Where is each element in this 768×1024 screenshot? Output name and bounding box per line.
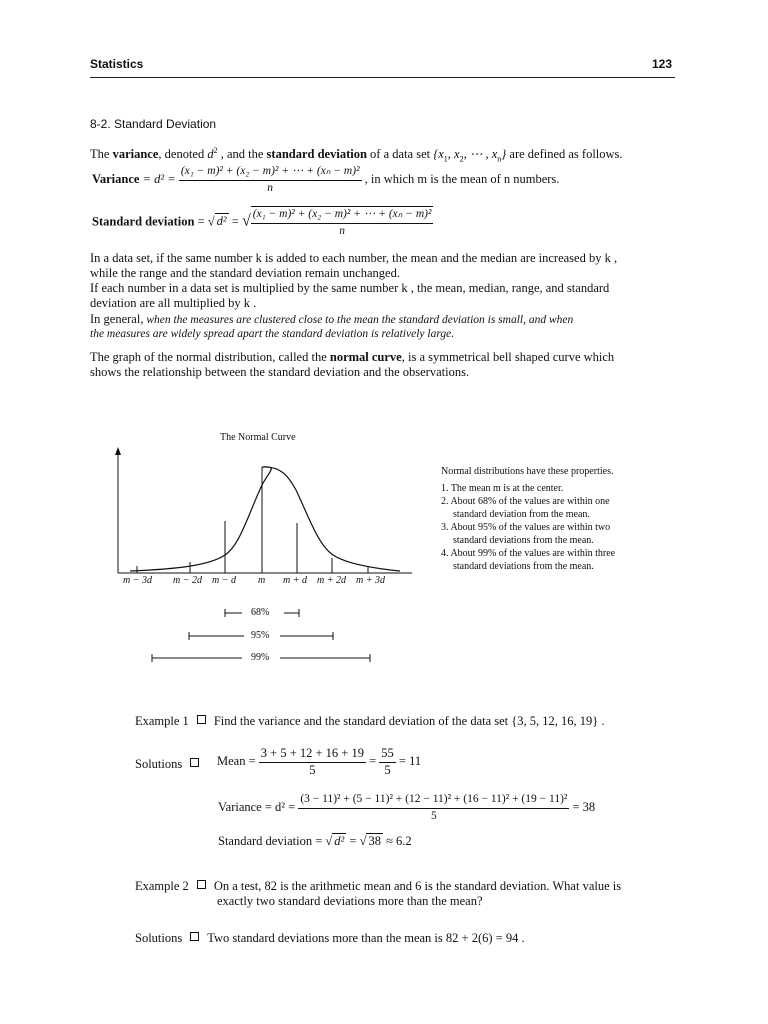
example-2-solutions-label: Solutions — [135, 931, 183, 945]
example-1-question: Find the variance and the standard deviation of the data set {3, 5, 12, 16, 19} . — [213, 714, 605, 728]
property-2-cont: standard deviation from the mean. — [453, 509, 590, 520]
tick-label-m: m — [258, 575, 266, 586]
example-2 — [135, 879, 621, 895]
standard-deviation-formula: Standard deviation = √ d² = √ $\frac{\text{(x₁ − m)² + (x₂ − m)² + ⋯ + (xₙ − m)²}}{n}$ — [92, 206, 433, 239]
paragraph-add-k: In a data set, if the same number k is added to each number, the mean and the median are increased by k , — [90, 251, 618, 265]
range-label-99: 99% — [251, 652, 270, 663]
bullet-box-icon — [197, 715, 206, 724]
tick-label-m+d: m + d — [283, 575, 307, 586]
property-4-cont: standard deviations from the mean. — [453, 561, 594, 572]
tick-label-m-3d: m − 3d — [123, 575, 152, 586]
page-number: 123 — [652, 57, 673, 71]
tick-label-m-2d: m − 2d — [173, 575, 202, 586]
property-3-cont: standard deviations from the mean. — [453, 535, 594, 546]
range-label-68: 68% — [251, 607, 270, 618]
figure-title: The Normal Curve — [220, 432, 296, 443]
definition-intro: The variance, denoted $d^2$ , and the standard deviation of a data set {$x_1$, $x_2$, ⋯ , $x_n$} are defined as follows. — [90, 146, 623, 164]
example-2-question-cont: exactly two standard deviations more than the mean? — [217, 894, 483, 908]
example-2-solution — [135, 931, 525, 947]
example-2-answer: Two standard deviations more than the mean is 82 + 2(6) = 94 . — [207, 931, 525, 945]
example-1 — [135, 714, 605, 730]
bullet-box-icon — [190, 932, 199, 941]
paragraph-multiply-k: If each number in a data set is multiplied by the same number k , the mean, median, range, and standard — [90, 281, 610, 295]
bell-curve — [130, 467, 400, 571]
example-1-label: Example 1 — [135, 714, 189, 728]
example-1-standard-deviation: Standard deviation = √ d² = √ 38 ≈ 6.2 — [218, 834, 412, 848]
tick-label-m+2d: m + 2d — [317, 575, 346, 586]
paragraph-normal-curve: The graph of the normal distribution, called the normal curve, is a symmetrical bell shaped curve which — [90, 350, 615, 364]
paragraph-in-general: In general, when the measures are clustered close to the mean the standard deviation is small, and when — [90, 312, 574, 326]
tick-label-m-d: m − d — [212, 575, 236, 586]
example-1-mean: Mean = $\frac{3 + 5 + 12 + 16 + 19}{5}$ = $\frac{55}{5}$ = 11 — [217, 746, 422, 777]
y-axis-arrow — [115, 447, 121, 455]
running-header-title: Statistics — [90, 57, 144, 71]
paragraph-normal-curve-cont: shows the relationship between the standard deviation and the observations. — [90, 365, 470, 379]
example-2-label: Example 2 — [135, 879, 189, 893]
paragraph-add-k-cont: while the range and the standard deviation remain unchanged. — [90, 266, 400, 280]
properties-title: Normal distributions have these properties. — [441, 466, 614, 477]
range-label-95: 95% — [251, 630, 270, 641]
example-1-solutions-label: Solutions — [135, 757, 207, 773]
tick-label-m+3d: m + 3d — [356, 575, 385, 586]
header-rule — [90, 77, 675, 78]
example-2-question: On a test, 82 is the arithmetic mean and 6 is the standard deviation. What value is — [213, 879, 622, 893]
section-title: 8-2. Standard Deviation — [90, 117, 217, 131]
bullet-box-icon — [197, 880, 206, 889]
property-2: 2. About 68% of the values are within one — [441, 496, 610, 507]
property-4: 4. About 99% of the values are within three — [441, 548, 616, 559]
paragraph-multiply-k-cont: deviation are all multiplied by k . — [90, 296, 257, 310]
bullet-box-icon — [190, 758, 199, 767]
paragraph-in-general-cont: the measures are widely spread apart the standard deviation is relatively large. — [90, 328, 455, 340]
property-1: 1. The mean m is at the center. — [441, 483, 564, 494]
property-3: 3. About 95% of the values are within two — [441, 522, 611, 533]
example-1-variance: Variance = d² = $\frac{\text{(3 − 11)² + (5 − 11)² + (12 − 11)² + (16 − 11)² + (19 − 11)²}}{5}$ = 38 — [218, 793, 596, 822]
variance-formula: Variance = d² = $\frac{\text{(x₁ − m)² + (x₂ − m)² + ⋯ + (xₙ − m)²}}{n}$ , in which m is the mean of n numbers. — [92, 165, 560, 194]
